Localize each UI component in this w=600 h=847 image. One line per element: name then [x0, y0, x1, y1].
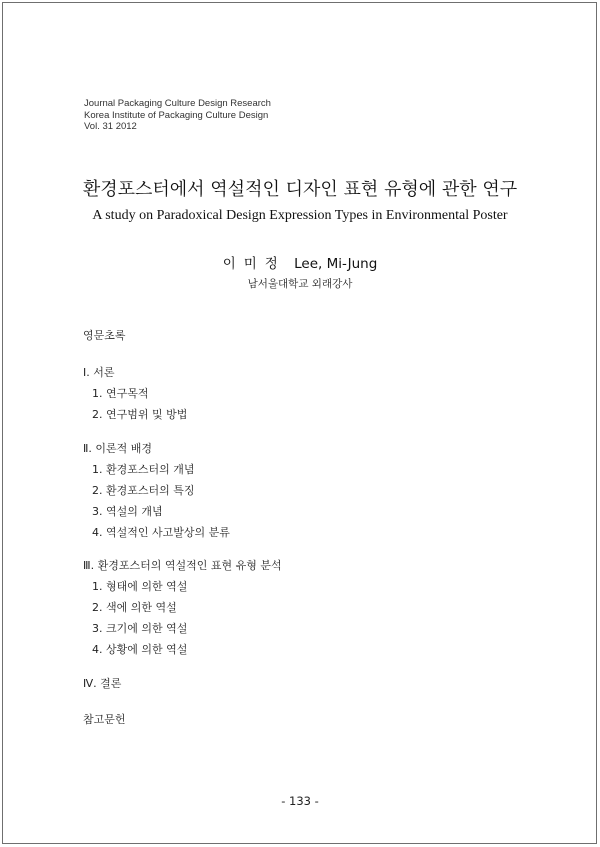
- toc-section-4: Ⅳ. 결론: [83, 677, 122, 690]
- toc-item: 1. 환경포스터의 개념: [92, 463, 195, 476]
- toc-section-2: Ⅱ. 이론적 배경: [83, 442, 153, 455]
- volume-year: Vol. 31 2012: [84, 121, 137, 132]
- toc-item: 1. 형태에 의한 역설: [92, 580, 188, 593]
- toc-references: 참고문헌: [83, 713, 126, 726]
- toc-item: 1. 연구목적: [92, 387, 149, 400]
- author-name-english: Lee, Mi-Jung: [294, 256, 378, 272]
- page-number: - 133 -: [281, 794, 319, 808]
- toc-item: 2. 색에 의한 역설: [92, 601, 177, 614]
- toc-item: 4. 역설적인 사고발상의 분류: [92, 526, 230, 539]
- journal-name: Journal Packaging Culture Design Research: [84, 98, 271, 109]
- publisher: Korea Institute of Packaging Culture Design: [84, 109, 269, 121]
- toc-abstract: 영문초록: [83, 329, 126, 342]
- title-english: A study on Paradoxical Design Expression Types in Environmental Poster: [92, 208, 508, 223]
- toc-item: 2. 환경포스터의 특징: [92, 484, 195, 497]
- toc-section-3: Ⅲ. 환경포스터의 역설적인 표현 유형 분석: [83, 559, 282, 572]
- author: [0, 252, 600, 272]
- journal-info: [84, 98, 271, 133]
- toc-item: 2. 연구범위 및 방법: [92, 408, 188, 421]
- toc-item: 4. 상황에 의한 역설: [92, 643, 188, 656]
- toc-item: 3. 역설의 개념: [92, 505, 163, 518]
- title-korean: 환경포스터에서 역설적인 디자인 표현 유형에 관한 연구: [82, 179, 518, 200]
- author-affiliation: 남서울대학교 외래강사: [247, 278, 353, 290]
- author-name-korean: 이미정: [222, 256, 286, 272]
- toc-item: 3. 크기에 의한 역설: [92, 622, 188, 635]
- toc-section-1: Ⅰ. 서론: [83, 366, 115, 379]
